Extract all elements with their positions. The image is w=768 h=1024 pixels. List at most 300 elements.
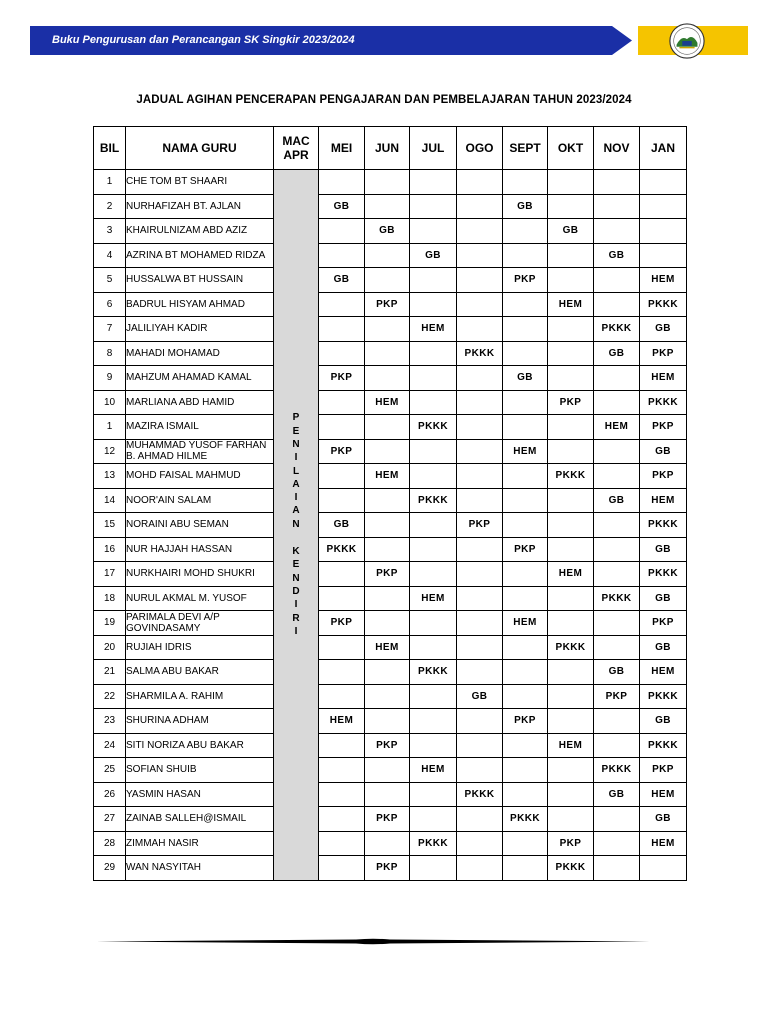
cell-jun: PKP: [365, 807, 410, 832]
cell-sept: [503, 317, 548, 342]
cell-jan: [640, 243, 687, 268]
cell-ogo: [457, 709, 503, 734]
cell-mei: [319, 635, 365, 660]
footer-divider: [96, 938, 650, 945]
cell-jun: [365, 415, 410, 440]
header-sept: SEPT: [503, 127, 548, 170]
cell-nov: GB: [594, 341, 640, 366]
cell-jul: PKKK: [410, 415, 457, 440]
cell-jul: [410, 709, 457, 734]
row-bil: 28: [94, 831, 126, 856]
cell-jul: PKKK: [410, 660, 457, 685]
cell-okt: [548, 341, 594, 366]
cell-jan: GB: [640, 537, 687, 562]
cell-mei: [319, 856, 365, 881]
cell-jul: HEM: [410, 586, 457, 611]
cell-jul: [410, 684, 457, 709]
cell-sept: [503, 415, 548, 440]
cell-jun: [365, 268, 410, 293]
cell-sept: PKP: [503, 537, 548, 562]
cell-ogo: [457, 464, 503, 489]
row-teacher-name: BADRUL HISYAM AHMAD: [126, 292, 274, 317]
cell-jan: HEM: [640, 660, 687, 685]
cell-jun: [365, 488, 410, 513]
cell-mei: [319, 660, 365, 685]
cell-jan: PKP: [640, 611, 687, 636]
cell-sept: HEM: [503, 439, 548, 464]
cell-nov: PKP: [594, 684, 640, 709]
observation-schedule-table: [93, 126, 687, 881]
table-row: [94, 366, 687, 391]
cell-okt: PKP: [548, 831, 594, 856]
cell-okt: HEM: [548, 292, 594, 317]
cell-sept: [503, 856, 548, 881]
cell-jan: HEM: [640, 782, 687, 807]
row-teacher-name: NOOR'AIN SALAM: [126, 488, 274, 513]
cell-jan: GB: [640, 807, 687, 832]
table-row: [94, 317, 687, 342]
cell-nov: [594, 268, 640, 293]
cell-jul: HEM: [410, 758, 457, 783]
row-teacher-name: CHE TOM BT SHAARI: [126, 170, 274, 195]
vertical-letter: A: [292, 505, 300, 517]
cell-jul: PKKK: [410, 831, 457, 856]
header-nov: NOV: [594, 127, 640, 170]
cell-mei: [319, 464, 365, 489]
row-bil: 13: [94, 464, 126, 489]
cell-nov: GB: [594, 243, 640, 268]
cell-mei: PKP: [319, 611, 365, 636]
cell-jan: PKKK: [640, 390, 687, 415]
cell-ogo: [457, 758, 503, 783]
cell-ogo: [457, 586, 503, 611]
row-bil: 12: [94, 439, 126, 464]
cell-jan: HEM: [640, 488, 687, 513]
cell-okt: PKKK: [548, 856, 594, 881]
cell-mei: [319, 733, 365, 758]
cell-okt: [548, 243, 594, 268]
row-teacher-name: SHARMILA A. RAHIM: [126, 684, 274, 709]
cell-okt: [548, 439, 594, 464]
cell-mei: PKKK: [319, 537, 365, 562]
cell-ogo: [457, 439, 503, 464]
table-row: [94, 709, 687, 734]
cell-jan: HEM: [640, 268, 687, 293]
row-teacher-name: RUJIAH IDRIS: [126, 635, 274, 660]
row-teacher-name: NURHAFIZAH BT. AJLAN: [126, 194, 274, 219]
cell-jan: HEM: [640, 831, 687, 856]
row-bil: 16: [94, 537, 126, 562]
cell-sept: [503, 586, 548, 611]
cell-nov: [594, 709, 640, 734]
cell-jan: [640, 856, 687, 881]
row-bil: 3: [94, 219, 126, 244]
header-ogo: OGO: [457, 127, 503, 170]
cell-okt: [548, 758, 594, 783]
cell-ogo: [457, 292, 503, 317]
row-bil: 8: [94, 341, 126, 366]
cell-okt: [548, 366, 594, 391]
cell-ogo: [457, 243, 503, 268]
cell-nov: [594, 464, 640, 489]
cell-okt: PKKK: [548, 464, 594, 489]
vertical-letter: P: [292, 412, 300, 424]
cell-jun: [365, 439, 410, 464]
cell-nov: [594, 562, 640, 587]
cell-jun: HEM: [365, 390, 410, 415]
cell-ogo: [457, 856, 503, 881]
cell-nov: [594, 194, 640, 219]
row-teacher-name: NURUL AKMAL M. YUSOF: [126, 586, 274, 611]
cell-sept: [503, 219, 548, 244]
cell-okt: [548, 513, 594, 538]
cell-jan: [640, 219, 687, 244]
cell-ogo: PKKK: [457, 782, 503, 807]
cell-nov: [594, 219, 640, 244]
cell-nov: [594, 733, 640, 758]
cell-jan: PKP: [640, 758, 687, 783]
row-bil: 20: [94, 635, 126, 660]
header-banner: [30, 26, 748, 55]
cell-ogo: [457, 390, 503, 415]
cell-mei: [319, 684, 365, 709]
cell-sept: [503, 488, 548, 513]
cell-okt: [548, 709, 594, 734]
vertical-letter: I: [294, 625, 298, 637]
cell-jun: [365, 170, 410, 195]
row-bil: 14: [94, 488, 126, 513]
vertical-letter: I: [294, 599, 298, 611]
cell-nov: [594, 831, 640, 856]
cell-ogo: [457, 831, 503, 856]
row-bil: 6: [94, 292, 126, 317]
cell-sept: [503, 341, 548, 366]
cell-jun: [365, 586, 410, 611]
cell-mei: PKP: [319, 366, 365, 391]
cell-jun: HEM: [365, 464, 410, 489]
table-row: [94, 831, 687, 856]
cell-jun: [365, 660, 410, 685]
table-row: [94, 415, 687, 440]
header-jun: JUN: [365, 127, 410, 170]
cell-okt: [548, 684, 594, 709]
cell-jul: [410, 268, 457, 293]
cell-mei: [319, 807, 365, 832]
cell-mei: [319, 219, 365, 244]
cell-jan: PKKK: [640, 562, 687, 587]
cell-mei: [319, 317, 365, 342]
cell-nov: PKKK: [594, 317, 640, 342]
cell-jun: [365, 341, 410, 366]
table-row: [94, 635, 687, 660]
cell-nov: GB: [594, 660, 640, 685]
table-row: [94, 194, 687, 219]
cell-nov: [594, 856, 640, 881]
row-teacher-name: SITI NORIZA ABU BAKAR: [126, 733, 274, 758]
table-row: [94, 439, 687, 464]
cell-jun: [365, 709, 410, 734]
row-bil: 17: [94, 562, 126, 587]
cell-nov: [594, 611, 640, 636]
cell-sept: [503, 243, 548, 268]
cell-okt: [548, 782, 594, 807]
table-row: [94, 341, 687, 366]
cell-mei: [319, 390, 365, 415]
table-row: [94, 782, 687, 807]
cell-sept: [503, 170, 548, 195]
cell-jul: [410, 513, 457, 538]
row-teacher-name: MUHAMMAD YUSOF FARHAN B. AHMAD HILME: [126, 439, 274, 464]
cell-mei: [319, 562, 365, 587]
vertical-letter: L: [292, 465, 300, 477]
cell-jul: [410, 464, 457, 489]
cell-nov: PKKK: [594, 586, 640, 611]
cell-nov: [594, 366, 640, 391]
cell-jan: [640, 194, 687, 219]
row-bil: 24: [94, 733, 126, 758]
vertical-letter: E: [292, 425, 300, 437]
vertical-letter: N: [292, 518, 300, 530]
row-teacher-name: KHAIRULNIZAM ABD AZIZ: [126, 219, 274, 244]
header-mei: MEI: [319, 127, 365, 170]
cell-mei: PKP: [319, 439, 365, 464]
row-bil: 15: [94, 513, 126, 538]
header-bil: BIL: [94, 127, 126, 170]
row-bil: 1: [94, 415, 126, 440]
cell-okt: [548, 660, 594, 685]
cell-nov: [594, 170, 640, 195]
cell-sept: GB: [503, 366, 548, 391]
cell-jun: PKP: [365, 856, 410, 881]
row-bil: 1: [94, 170, 126, 195]
cell-sept: GB: [503, 194, 548, 219]
row-bil: 23: [94, 709, 126, 734]
table-header-row: [94, 127, 687, 170]
cell-okt: [548, 537, 594, 562]
row-bil: 5: [94, 268, 126, 293]
cell-jun: GB: [365, 219, 410, 244]
table-row: [94, 758, 687, 783]
cell-jun: PKP: [365, 733, 410, 758]
cell-ogo: [457, 733, 503, 758]
cell-ogo: [457, 488, 503, 513]
cell-jan: PKKK: [640, 292, 687, 317]
cell-jul: [410, 807, 457, 832]
cell-jun: HEM: [365, 635, 410, 660]
cell-nov: GB: [594, 782, 640, 807]
row-teacher-name: YASMIN HASAN: [126, 782, 274, 807]
cell-jun: PKP: [365, 562, 410, 587]
table-row: [94, 660, 687, 685]
row-bil: 27: [94, 807, 126, 832]
row-teacher-name: MAHZUM AHAMAD KAMAL: [126, 366, 274, 391]
cell-mei: [319, 243, 365, 268]
cell-ogo: [457, 194, 503, 219]
table-row: [94, 170, 687, 195]
row-teacher-name: MAHADI MOHAMAD: [126, 341, 274, 366]
table-row: [94, 292, 687, 317]
cell-nov: [594, 513, 640, 538]
cell-jun: [365, 366, 410, 391]
table-row: [94, 488, 687, 513]
table-row: [94, 807, 687, 832]
cell-okt: [548, 317, 594, 342]
cell-nov: HEM: [594, 415, 640, 440]
cell-jul: [410, 733, 457, 758]
row-bil: 2: [94, 194, 126, 219]
cell-nov: [594, 635, 640, 660]
row-bil: 26: [94, 782, 126, 807]
vertical-letter: N: [292, 572, 300, 584]
table-row: [94, 464, 687, 489]
cell-okt: PKKK: [548, 635, 594, 660]
cell-okt: [548, 807, 594, 832]
table-row: [94, 733, 687, 758]
cell-jan: GB: [640, 586, 687, 611]
table-row: [94, 243, 687, 268]
cell-mei: [319, 488, 365, 513]
vertical-letter: [292, 531, 299, 545]
row-bil: 10: [94, 390, 126, 415]
cell-jan: GB: [640, 709, 687, 734]
cell-okt: GB: [548, 219, 594, 244]
header-mac-apr: MAC APR: [274, 127, 319, 170]
cell-ogo: PKKK: [457, 341, 503, 366]
cell-sept: [503, 782, 548, 807]
cell-ogo: [457, 660, 503, 685]
cell-mei: [319, 758, 365, 783]
cell-sept: [503, 562, 548, 587]
row-teacher-name: SOFIAN SHUIB: [126, 758, 274, 783]
header-jan: JAN: [640, 127, 687, 170]
cell-jun: [365, 758, 410, 783]
row-bil: 21: [94, 660, 126, 685]
cell-okt: [548, 268, 594, 293]
cell-jul: [410, 856, 457, 881]
table-row: [94, 268, 687, 293]
cell-jan: PKP: [640, 341, 687, 366]
row-teacher-name: SHURINA ADHAM: [126, 709, 274, 734]
cell-mei: GB: [319, 194, 365, 219]
cell-okt: [548, 586, 594, 611]
cell-sept: HEM: [503, 611, 548, 636]
row-teacher-name: NUR HAJJAH HASSAN: [126, 537, 274, 562]
cell-nov: GB: [594, 488, 640, 513]
cell-jan: GB: [640, 317, 687, 342]
cell-ogo: GB: [457, 684, 503, 709]
cell-ogo: [457, 170, 503, 195]
cell-jul: [410, 782, 457, 807]
header-okt: OKT: [548, 127, 594, 170]
cell-okt: [548, 194, 594, 219]
cell-jun: [365, 611, 410, 636]
row-bil: 19: [94, 611, 126, 636]
table-row: [94, 562, 687, 587]
row-teacher-name: SALMA ABU BAKAR: [126, 660, 274, 685]
cell-mei: [319, 831, 365, 856]
cell-jan: PKP: [640, 415, 687, 440]
cell-ogo: [457, 219, 503, 244]
row-bil: 25: [94, 758, 126, 783]
cell-nov: [594, 292, 640, 317]
cell-jul: [410, 611, 457, 636]
table-row: [94, 537, 687, 562]
cell-sept: [503, 390, 548, 415]
cell-jan: PKKK: [640, 513, 687, 538]
cell-ogo: [457, 807, 503, 832]
cell-jun: [365, 782, 410, 807]
cell-mei: GB: [319, 513, 365, 538]
table-row: [94, 513, 687, 538]
cell-jul: GB: [410, 243, 457, 268]
cell-okt: HEM: [548, 562, 594, 587]
cell-mei: HEM: [319, 709, 365, 734]
vertical-letter: I: [294, 492, 298, 504]
vertical-letter: K: [292, 546, 300, 558]
row-teacher-name: MAZIRA ISMAIL: [126, 415, 274, 440]
cell-jan: PKKK: [640, 684, 687, 709]
cell-jun: [365, 684, 410, 709]
row-teacher-name: PARIMALA DEVI A/P GOVINDASAMY: [126, 611, 274, 636]
row-bil: 9: [94, 366, 126, 391]
cell-sept: PKP: [503, 268, 548, 293]
cell-okt: [548, 611, 594, 636]
cell-jan: HEM: [640, 366, 687, 391]
cell-mei: [319, 170, 365, 195]
cell-jun: [365, 243, 410, 268]
cell-jul: [410, 635, 457, 660]
row-teacher-name: NORAINI ABU SEMAN: [126, 513, 274, 538]
cell-nov: [594, 390, 640, 415]
cell-ogo: [457, 635, 503, 660]
table-row: [94, 611, 687, 636]
table-row: [94, 684, 687, 709]
cell-jan: PKP: [640, 464, 687, 489]
row-teacher-name: ZIMMAH NASIR: [126, 831, 274, 856]
cell-sept: [503, 635, 548, 660]
cell-jan: GB: [640, 439, 687, 464]
cell-sept: [503, 758, 548, 783]
cell-ogo: PKP: [457, 513, 503, 538]
cell-jun: [365, 537, 410, 562]
cell-ogo: [457, 562, 503, 587]
cell-mei: [319, 586, 365, 611]
row-bil: 4: [94, 243, 126, 268]
vertical-letter: A: [292, 478, 300, 490]
mac-apr-penilaian-kendiri-cell: [274, 170, 319, 881]
cell-sept: [503, 684, 548, 709]
cell-nov: PKKK: [594, 758, 640, 783]
cell-ogo: [457, 366, 503, 391]
cell-sept: [503, 464, 548, 489]
header-jul: JUL: [410, 127, 457, 170]
row-teacher-name: ZAINAB SALLEH@ISMAIL: [126, 807, 274, 832]
row-teacher-name: NURKHAIRI MOHD SHUKRI: [126, 562, 274, 587]
cell-jul: [410, 292, 457, 317]
row-bil: 22: [94, 684, 126, 709]
cell-jul: [410, 366, 457, 391]
table-row: [94, 856, 687, 881]
cell-ogo: [457, 537, 503, 562]
cell-sept: PKP: [503, 709, 548, 734]
table-body: [94, 170, 687, 881]
page-title: JADUAL AGIHAN PENCERAPAN PENGAJARAN DAN PEMBELAJARAN TAHUN 2023/2024: [136, 94, 632, 106]
cell-ogo: [457, 317, 503, 342]
cell-mei: [319, 782, 365, 807]
vertical-letter: E: [292, 559, 300, 571]
vertical-letter: N: [292, 438, 300, 450]
cell-jul: [410, 439, 457, 464]
